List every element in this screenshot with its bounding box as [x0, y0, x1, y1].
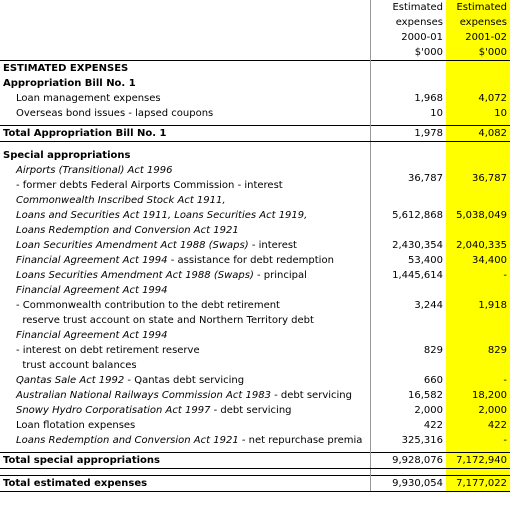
- row-label: Overseas bond issues - lapsed coupons: [16, 108, 214, 119]
- special-total-2001-02: 7,172,940: [446, 453, 510, 469]
- header-row-3: [0, 30, 510, 45]
- special-total-label: Total special appropriations: [0, 453, 370, 469]
- row-value-2001-02: 1,918: [446, 283, 510, 328]
- table-row: [0, 373, 510, 388]
- row-value-2000-01: 3,244: [370, 283, 446, 328]
- row-value-2000-01: 16,582: [370, 388, 446, 403]
- col2-header-unit: $'000: [446, 45, 510, 61]
- row-value-2000-01: 36,787: [370, 163, 446, 193]
- row-value-2000-01: 660: [370, 373, 446, 388]
- table-row: [0, 388, 510, 403]
- table-row: [0, 283, 510, 328]
- row-value-2001-02: -: [446, 433, 510, 448]
- table-row: [0, 268, 510, 283]
- row-value-2001-02: 829: [446, 328, 510, 373]
- row-value-2001-02: 2,040,335: [446, 238, 510, 253]
- row-value-2001-02: 5,038,049: [446, 193, 510, 238]
- row-label: Loan management expenses: [16, 93, 161, 104]
- row-label: Financial Agreement Act 1994 - assistance for debt redemption: [16, 255, 334, 266]
- row-label: Qantas Sale Act 1992 - Qantas debt servicing: [16, 375, 245, 386]
- bill-total-2000-01: 1,978: [370, 126, 446, 142]
- row-value-2001-02: 422: [446, 418, 510, 433]
- table-row: [0, 91, 510, 106]
- grand-total-2001-02: 7,177,022: [446, 476, 510, 492]
- row-value-2000-01: 1,445,614: [370, 268, 446, 283]
- bill-total-row: [0, 126, 510, 142]
- row-label: Financial Agreement Act 1994 - Commonwealth contribution to the debt retirement reserve trust account on state and Northern Territory debt: [16, 285, 314, 326]
- col1-header-line2: expenses: [370, 15, 446, 30]
- row-label: Snowy Hydro Corporatisation Act 1997 - debt servicing: [16, 405, 292, 416]
- table-row: [0, 403, 510, 418]
- row-value-2000-01: 2,000: [370, 403, 446, 418]
- special-title-row: [0, 148, 510, 163]
- bill-title-row: [0, 76, 510, 91]
- row-label: Loans Securities Amendment Act 1988 (Swaps) - principal: [16, 270, 307, 281]
- row-value-2000-01: 2,430,354: [370, 238, 446, 253]
- header-row-4: [0, 45, 510, 61]
- special-total-row: [0, 453, 510, 469]
- grand-total-row: [0, 476, 510, 492]
- row-value-2000-01: 53,400: [370, 253, 446, 268]
- header-row-1: [0, 0, 510, 15]
- table-row: [0, 238, 510, 253]
- row-value-2000-01: 422: [370, 418, 446, 433]
- table-row: [0, 106, 510, 121]
- bill-total-2001-02: 4,082: [446, 126, 510, 142]
- row-value-2000-01: 1,968: [370, 91, 446, 106]
- row-value-2001-02: 4,072: [446, 91, 510, 106]
- row-label: Loan Securities Amendment Act 1988 (Swaps) - interest: [16, 240, 297, 251]
- col1-header-year: 2000-01: [370, 30, 446, 45]
- section-title: ESTIMATED EXPENSES: [0, 61, 370, 77]
- special-title: Special appropriations: [3, 150, 131, 161]
- row-label: Loans Redemption and Conversion Act 1921 - net repurchase premia: [16, 435, 363, 446]
- bill-title: Appropriation Bill No. 1: [3, 78, 136, 89]
- grand-total-2000-01: 9,930,054: [370, 476, 446, 492]
- row-value-2000-01: 5,612,868: [370, 193, 446, 238]
- grand-total-label: Total estimated expenses: [0, 476, 370, 492]
- row-label: Australian National Railways Commission Act 1983 - debt servicing: [16, 390, 352, 401]
- row-value-2001-02: 36,787: [446, 163, 510, 193]
- table-row: [0, 253, 510, 268]
- table-row: [0, 193, 510, 238]
- row-value-2000-01: 829: [370, 328, 446, 373]
- header-row-2: [0, 15, 510, 30]
- row-label: Commonwealth Inscribed Stock Act 1911, Loans and Securities Act 1911, Loans Securities Act 1919, Loans Redemption and Conversion Act 1921: [16, 195, 308, 236]
- row-label: Airports (Transitional) Act 1996 - former debts Federal Airports Commission - interest: [16, 165, 283, 191]
- special-total-2000-01: 9,928,076: [370, 453, 446, 469]
- col1-header-line1: Estimated: [370, 0, 446, 15]
- col2-header-line1: Estimated: [446, 0, 510, 15]
- row-value-2000-01: 10: [370, 106, 446, 121]
- row-value-2001-02: 18,200: [446, 388, 510, 403]
- bill-total-label: Total Appropriation Bill No. 1: [0, 126, 370, 142]
- row-value-2001-02: 2,000: [446, 403, 510, 418]
- row-value-2001-02: -: [446, 373, 510, 388]
- table-row: [0, 418, 510, 433]
- table-row: [0, 163, 510, 193]
- col2-header-year: 2001-02: [446, 30, 510, 45]
- row-value-2000-01: 325,316: [370, 433, 446, 448]
- row-label: Loan flotation expenses: [16, 420, 136, 431]
- table-row: [0, 328, 510, 373]
- table-row: [0, 433, 510, 448]
- section-title-row: [0, 61, 510, 77]
- row-label: Financial Agreement Act 1994 - interest on debt retirement reserve trust account balances: [16, 330, 200, 371]
- row-value-2001-02: -: [446, 268, 510, 283]
- row-value-2001-02: 34,400: [446, 253, 510, 268]
- col2-header-line2: expenses: [446, 15, 510, 30]
- col1-header-unit: $'000: [370, 45, 446, 61]
- row-value-2001-02: 10: [446, 106, 510, 121]
